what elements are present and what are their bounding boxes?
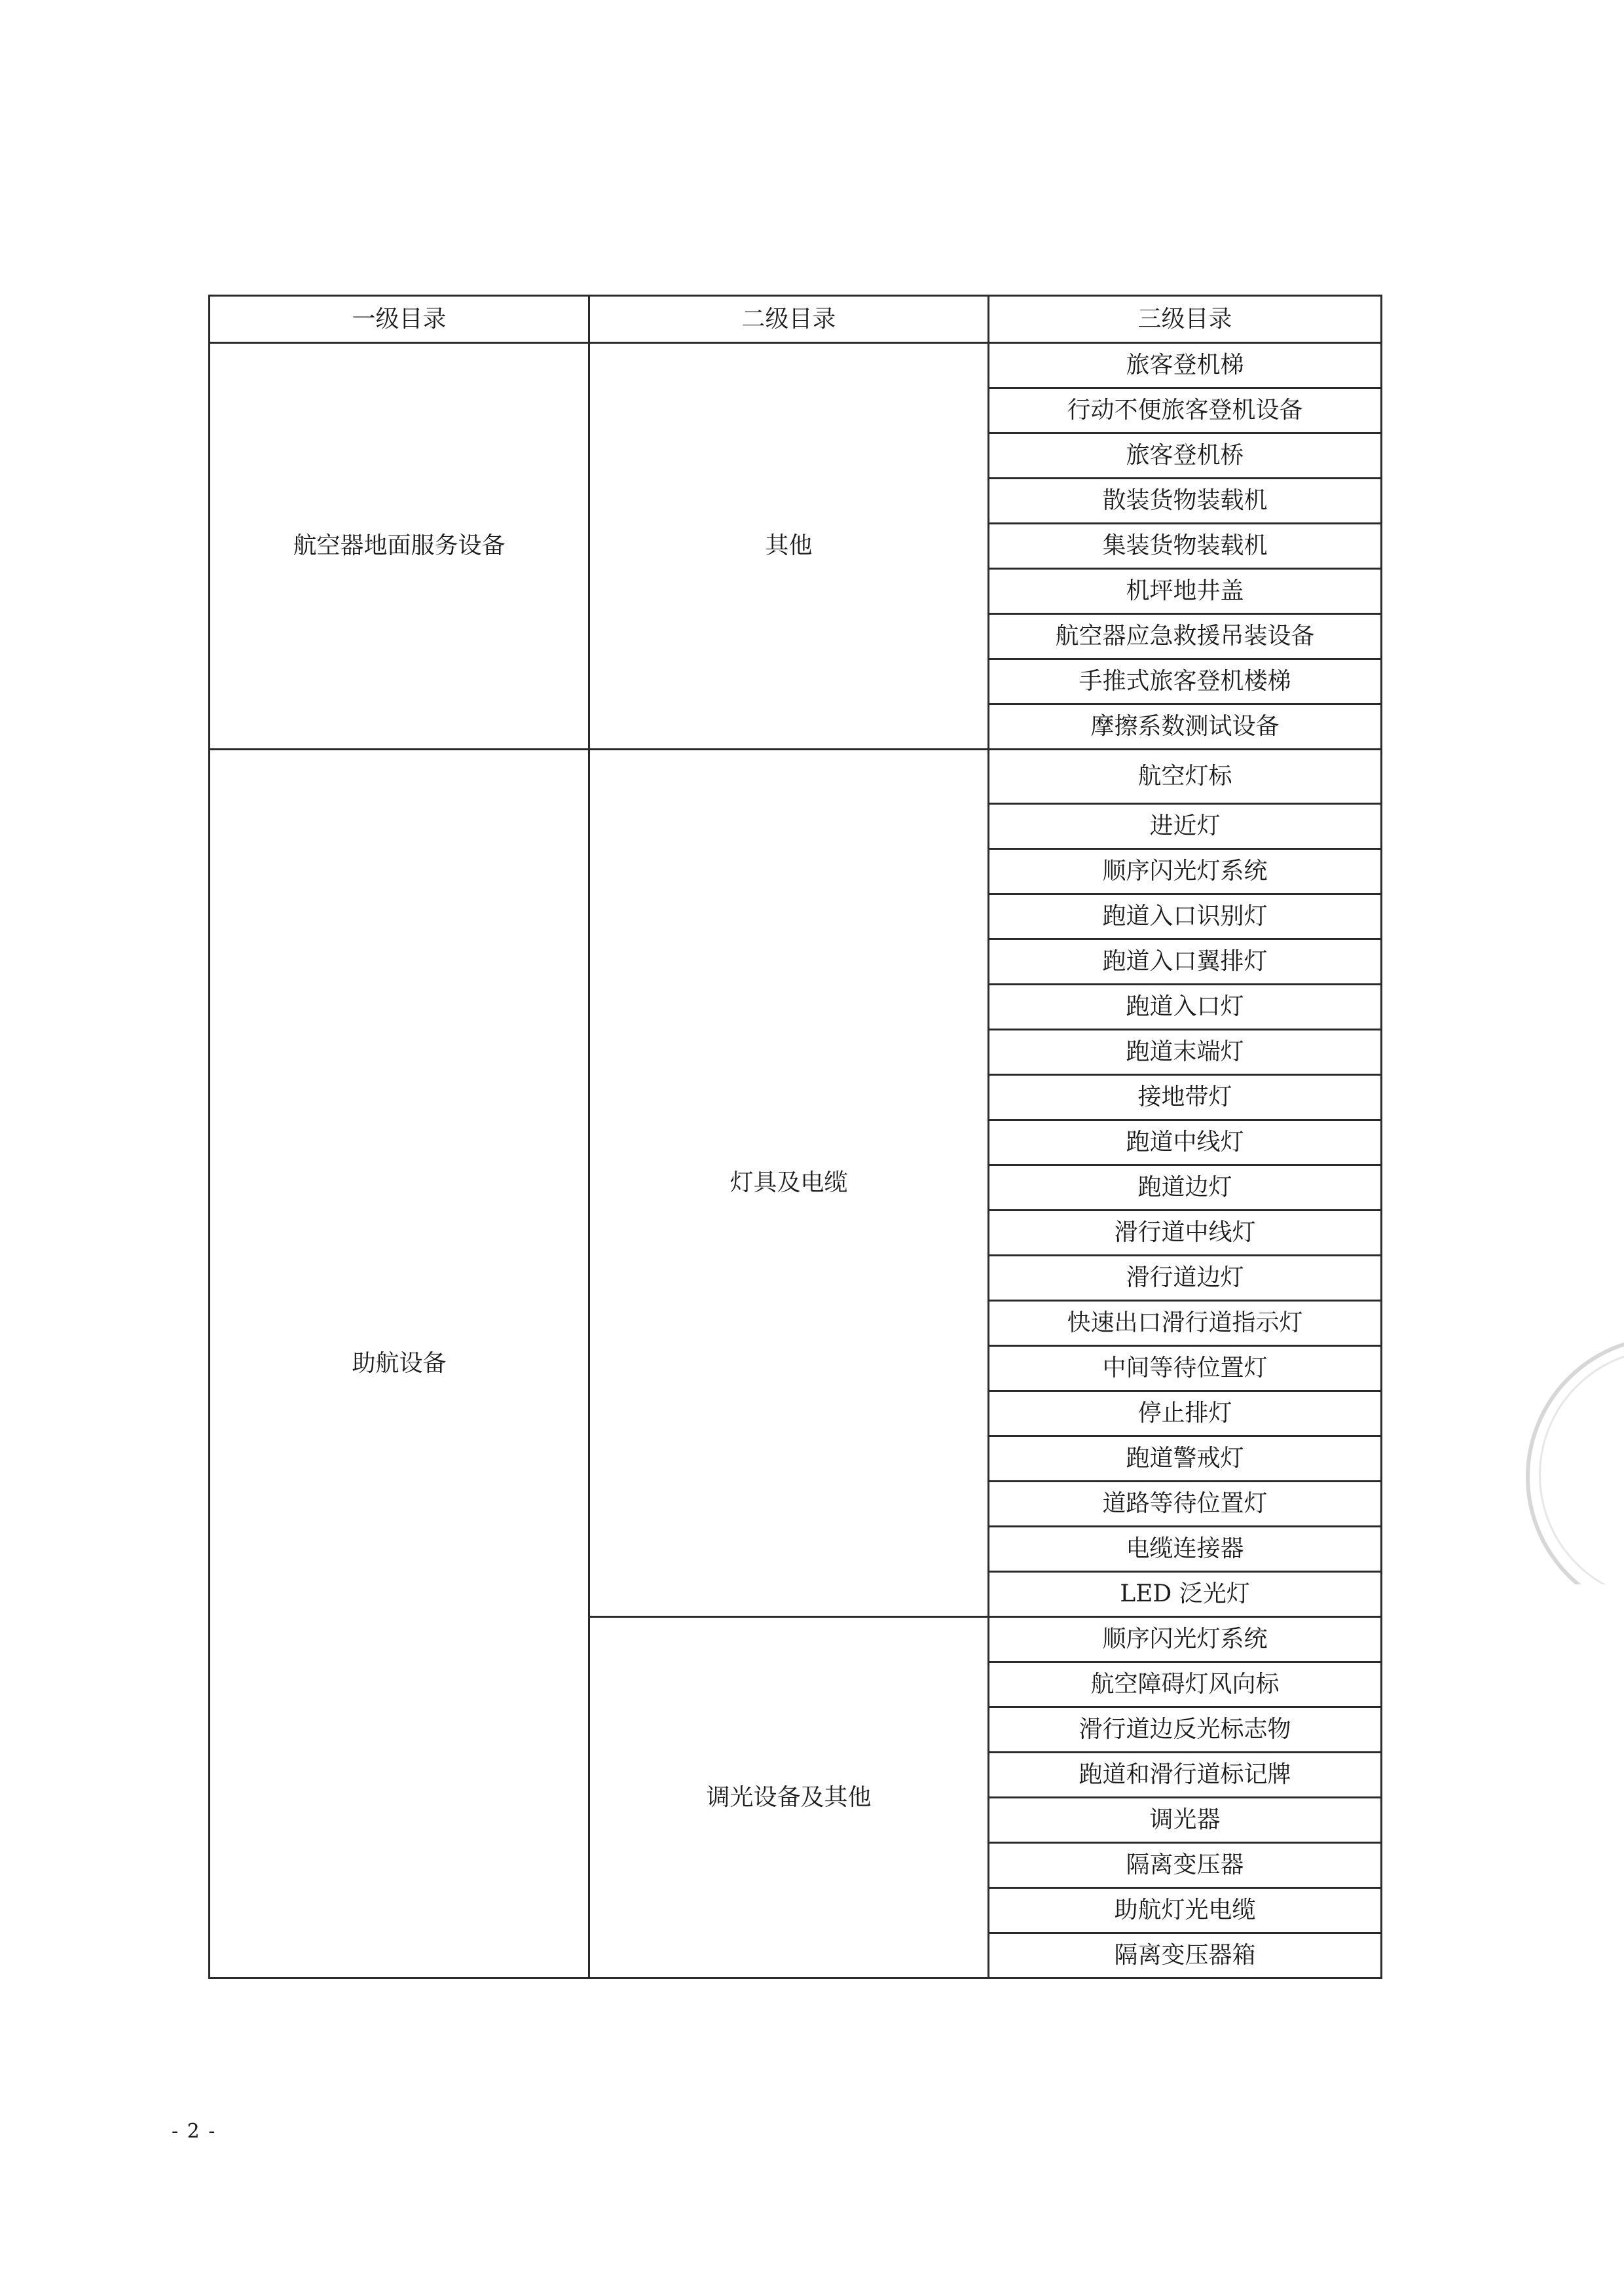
level3-cell: 摩擦系数测试设备 <box>989 704 1382 750</box>
level3-cell: 行动不便旅客登机设备 <box>989 388 1382 433</box>
level3-cell: 集装货物装载机 <box>989 524 1382 569</box>
level3-cell: 滑行道边灯 <box>989 1256 1382 1301</box>
level3-cell: 跑道边灯 <box>989 1165 1382 1211</box>
level3-cell: 跑道警戒灯 <box>989 1436 1382 1482</box>
level3-cell: 旅客登机桥 <box>989 433 1382 479</box>
level3-cell: 快速出口滑行道指示灯 <box>989 1301 1382 1346</box>
catalog-table <box>208 295 1382 1979</box>
level3-cell: 滑行道中线灯 <box>989 1211 1382 1256</box>
level3-cell: 顺序闪光灯系统 <box>989 1617 1382 1662</box>
level3-cell: 航空障碍灯风向标 <box>989 1662 1382 1707</box>
level3-cell: 接地带灯 <box>989 1075 1382 1120</box>
level3-cell: 手推式旅客登机楼梯 <box>989 659 1382 704</box>
header-level1: 一级目录 <box>210 296 589 343</box>
level3-cell: 助航灯光电缆 <box>989 1888 1382 1933</box>
level2-cell: 调光设备及其他 <box>589 1617 989 1978</box>
level3-cell: 航空灯标 <box>989 750 1382 804</box>
level1-cell: 助航设备 <box>210 750 589 1978</box>
table-row <box>210 343 1382 388</box>
table-header-row <box>210 296 1382 343</box>
level3-cell: 跑道和滑行道标记牌 <box>989 1753 1382 1798</box>
level3-cell: 跑道入口灯 <box>989 985 1382 1030</box>
level3-cell: 调光器 <box>989 1798 1382 1843</box>
level3-cell: 散装货物装载机 <box>989 479 1382 524</box>
level3-cell: 机坪地井盖 <box>989 569 1382 614</box>
level3-cell: 隔离变压器 <box>989 1843 1382 1888</box>
page-number: - 2 - <box>172 2120 217 2143</box>
level3-cell: 跑道中线灯 <box>989 1120 1382 1165</box>
header-level2: 二级目录 <box>589 296 989 343</box>
level2-cell: 灯具及电缆 <box>589 750 989 1617</box>
level3-cell: 跑道入口翼排灯 <box>989 939 1382 985</box>
level3-cell: 航空器应急救援吊装设备 <box>989 614 1382 659</box>
level3-cell: 跑道入口识别灯 <box>989 894 1382 939</box>
level3-cell: 道路等待位置灯 <box>989 1482 1382 1527</box>
stamp-impression <box>1526 1336 1624 1584</box>
level3-cell: 旅客登机梯 <box>989 343 1382 388</box>
level3-cell: 隔离变压器箱 <box>989 1933 1382 1978</box>
level3-cell: 停止排灯 <box>989 1391 1382 1436</box>
level3-cell: LED 泛光灯 <box>989 1572 1382 1617</box>
table-row <box>210 750 1382 804</box>
level3-cell: 跑道末端灯 <box>989 1030 1382 1075</box>
header-level3: 三级目录 <box>989 296 1382 343</box>
level1-cell: 航空器地面服务设备 <box>210 343 589 750</box>
level3-cell: 顺序闪光灯系统 <box>989 849 1382 894</box>
level3-cell: 中间等待位置灯 <box>989 1346 1382 1391</box>
level3-cell: 进近灯 <box>989 804 1382 849</box>
level3-cell: 滑行道边反光标志物 <box>989 1707 1382 1753</box>
level2-cell: 其他 <box>589 343 989 750</box>
level3-cell: 电缆连接器 <box>989 1527 1382 1572</box>
